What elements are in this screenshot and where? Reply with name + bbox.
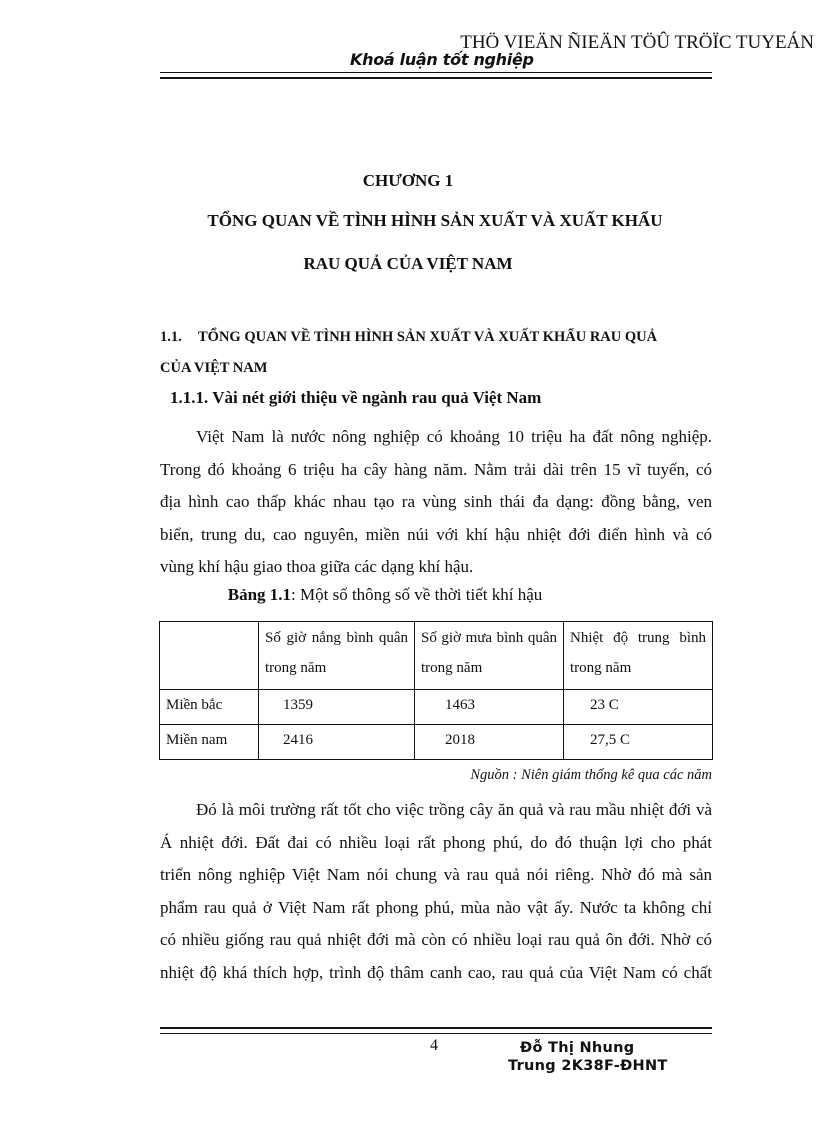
- table-row: [160, 725, 713, 760]
- author-name: Đỗ Thị Nhung: [520, 1040, 635, 1056]
- table-row: [160, 690, 713, 725]
- paragraph-line: biển, trung du, cao nguyên, miền núi với khí hậu nhiệt đới điển hình và có: [160, 524, 712, 544]
- paragraph-intro: [160, 421, 712, 584]
- paragraph-line: phẩm rau quả ở Việt Nam rất phong phú, mùa nào vật ấy. Nước ta không chỉ: [160, 897, 712, 917]
- author-class: Trung 2K38F-ĐHNT: [508, 1058, 668, 1074]
- section-number: 1.1.: [160, 329, 182, 345]
- paragraph-line: Á nhiệt đới. Đất đai có nhiều loại rất phong phú, do đó thuận lợi cho phát: [160, 832, 712, 852]
- table-header-cell: Nhiệt độ trung bình trong năm: [564, 622, 713, 690]
- table-cell: 27,5 C: [564, 725, 713, 760]
- header-rule-thick: [160, 77, 712, 79]
- paragraph-line: Trong đó khoảng 6 triệu ha cây hàng năm. Nằm trải dài trên 15 vĩ tuyến, có: [160, 459, 712, 479]
- paragraph-line: triển nông nghiệp Việt Nam nói chung và rau quả nói riêng. Nhờ đó mà sản: [160, 865, 712, 884]
- table-cell: Miền nam: [160, 725, 259, 760]
- footer-rule: [160, 1033, 712, 1034]
- paragraph-line: có nhiều giống rau quả nhiệt đới mà còn có nhiều loại rau quả ôn đới. Nhờ có: [160, 930, 712, 949]
- chapter-title-line2: RAU QUẢ CỦA VIỆT NAM: [303, 254, 513, 273]
- table-header-cell: [160, 622, 259, 690]
- running-header-title: Khoá luận tốt nghiệp: [350, 50, 534, 69]
- header-rule: [160, 72, 712, 73]
- watermark-text: THÖ VIEÄN ÑIEÄN TÖÛ TRÖÏC TUYEÁN: [460, 32, 814, 53]
- table-header-cell: Số giờ nắng bình quân trong năm: [259, 622, 415, 690]
- chapter-label: CHƯƠNG 1: [362, 171, 454, 190]
- section-1-1-heading: [160, 322, 712, 384]
- paragraph-environment: [160, 794, 712, 989]
- table-caption-text: : Một số thông số về thời tiết khí hậu: [291, 585, 543, 604]
- page-number: 4: [430, 1037, 438, 1054]
- section-title-line2: CỦA VIỆT NAM: [160, 360, 268, 376]
- paragraph-line: địa hình cao thấp khác nhau tạo ra vùng sinh thái đa dạng: đồng bằng, ven: [160, 492, 712, 511]
- table-cell: 2416: [259, 725, 415, 760]
- paragraph-line: nhiệt độ khá thích hợp, trình độ thâm canh cao, rau quả của Việt Nam có chất: [160, 962, 712, 982]
- paragraph-line: Việt Nam là nước nông nghiệp có khoảng 10 triệu ha đất nông nghiệp.: [196, 427, 712, 446]
- paragraph-line: Đó là môi trường rất tốt cho việc trồng cây ăn quả và rau mầu nhiệt đới và: [196, 800, 712, 819]
- table-cell: 1359: [259, 690, 415, 725]
- chapter-title-line1: TỔNG QUAN VỀ TÌNH HÌNH SẢN XUẤT VÀ XUẤT KHẨU: [207, 211, 663, 230]
- table-source: Nguồn : Niên giám thống kê qua các năm: [470, 767, 712, 783]
- table-cell: 23 C: [564, 690, 713, 725]
- table-header-row: [160, 622, 713, 690]
- table-cell: Miền bắc: [160, 690, 259, 725]
- subsection-1-1-1-heading: 1.1.1. Vài nét giới thiệu về ngành rau quả Việt Nam: [170, 388, 542, 407]
- table-header-cell: Số giờ mưa bình quân trong năm: [415, 622, 564, 690]
- table-cell: 1463: [415, 690, 564, 725]
- footer-rule-thick: [160, 1027, 712, 1029]
- table-caption-label: Bảng 1.1: [227, 585, 292, 604]
- paragraph-line: vùng khí hậu giao thoa giữa các dạng khí hậu.: [160, 557, 474, 576]
- table-caption: [0, 585, 770, 605]
- section-title-line1: TỔNG QUAN VỀ TÌNH HÌNH SẢN XUẤT VÀ XUẤT KHẨU RAU QUẢ: [198, 329, 658, 345]
- climate-table: [159, 621, 713, 760]
- table-cell: 2018: [415, 725, 564, 760]
